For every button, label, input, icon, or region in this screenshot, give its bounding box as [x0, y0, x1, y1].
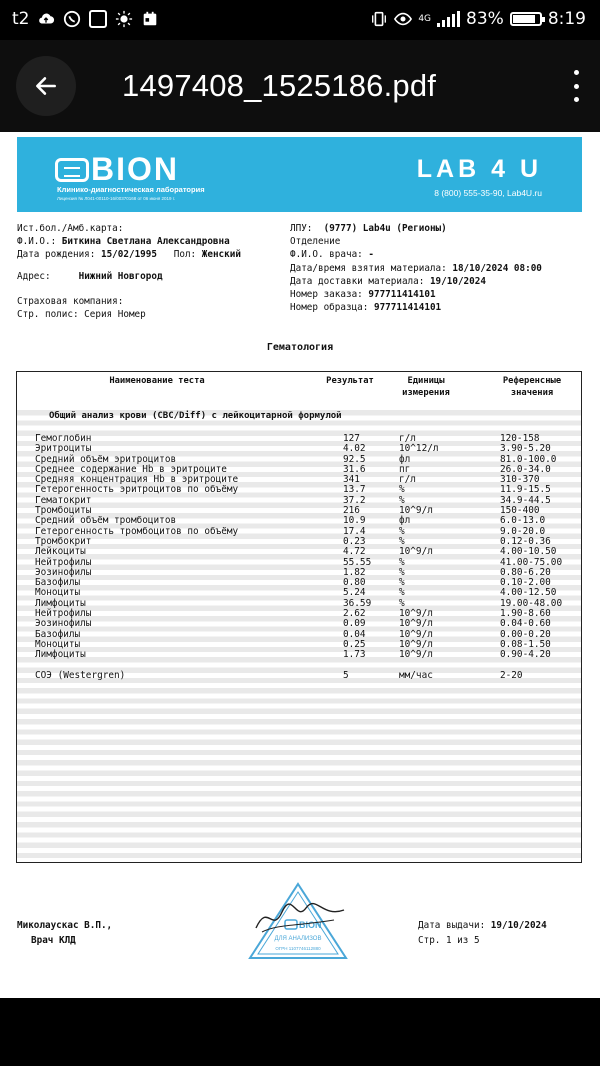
header-name: Наименование теста: [109, 376, 205, 386]
delivered-value: 19/10/2024: [429, 275, 486, 287]
test-unit: мм/час: [399, 669, 433, 681]
test-reference: 3.90-5.20: [500, 443, 551, 455]
table-row: [17, 640, 581, 650]
page-info: Стр. 1 из 5: [418, 935, 480, 946]
table-row: [17, 609, 581, 619]
viber-icon: [63, 10, 81, 28]
card-label: Ист.бол./Амб.карта:: [17, 223, 124, 234]
network-type-label: 4G: [418, 13, 432, 24]
policy-label: Стр. полис: Серия Номер: [17, 309, 146, 321]
test-unit: %: [399, 556, 405, 568]
test-unit: %: [399, 577, 405, 589]
table-row: [17, 619, 581, 629]
test-reference: 81.0-100.0: [500, 453, 557, 465]
test-reference: 41.00-75.00: [500, 556, 563, 568]
dob-label: Дата рождения:: [17, 249, 96, 261]
test-result: 92.5: [343, 453, 366, 465]
test-result: 0.09: [343, 618, 366, 630]
doctor-label: Ф.И.О. врача:: [290, 249, 363, 261]
patient-address: Нижний Новгород: [78, 270, 163, 282]
test-name: Средний объём тромбоцитов: [35, 515, 177, 527]
test-reference: 4.00-10.50: [500, 546, 557, 558]
issue-block: [418, 918, 547, 948]
stamp-caption: ДЛЯ АНАЛИЗОВ: [274, 936, 322, 942]
test-result: 31.6: [343, 463, 366, 475]
test-name: Гетерогенность эритроцитов по объёму: [35, 484, 239, 496]
test-unit: 10^9/л: [399, 618, 433, 630]
test-reference: 0.80-6.20: [500, 566, 551, 578]
table-row: [17, 496, 581, 506]
app-notification-icon: [89, 10, 107, 28]
test-name: Средний объём эритроцитов: [35, 453, 177, 465]
test-name: Моноциты: [35, 587, 81, 599]
test-name: Средняя концентрация Hb в эритроците: [35, 474, 239, 486]
test-reference: 26.0-34.0: [500, 463, 551, 475]
test-result: 4.72: [343, 546, 366, 558]
test-unit: %: [399, 566, 405, 578]
test-result: 0.80: [343, 577, 366, 589]
table-row: [17, 661, 581, 682]
arrow-left-icon: [33, 73, 59, 99]
table-row: [17, 588, 581, 598]
test-unit: 10^9/л: [399, 546, 433, 558]
test-name: Гетерогенность тромбоцитов по объёму: [35, 525, 239, 537]
table-row: [17, 630, 581, 640]
table-row: [17, 537, 581, 547]
patient-dob: 15/02/1995: [100, 249, 157, 261]
carrier-label: t2: [12, 9, 30, 29]
test-reference: 4.00-12.50: [500, 587, 557, 599]
test-unit: 10^12/л: [399, 443, 439, 455]
vibrate-icon: [370, 10, 388, 28]
test-result: 127: [343, 433, 360, 444]
test-reference: 34.9-44.5: [500, 494, 551, 506]
fio-label: Ф.И.О.:: [17, 236, 57, 248]
test-name: Тромбокрит: [35, 535, 92, 547]
test-result: 10.9: [343, 515, 366, 527]
patient-name: Биткина Светлана Александровна: [61, 236, 230, 248]
test-name: Нейтрофилы: [35, 608, 92, 620]
stamp-brand: BION: [299, 920, 322, 930]
partner-name: LAB 4 U: [416, 155, 542, 183]
test-result: 5.24: [343, 587, 366, 599]
test-result: 17.4: [343, 525, 366, 537]
test-unit: %: [399, 535, 405, 547]
test-result: 216: [343, 505, 360, 517]
more-vertical-icon: [574, 70, 579, 75]
app-bar: [0, 40, 600, 132]
test-reference: 6.0-13.0: [500, 515, 546, 527]
test-reference: 120-158: [500, 433, 540, 444]
table-header: [17, 372, 581, 406]
test-unit: %: [399, 484, 405, 496]
test-result: 1.73: [343, 649, 366, 661]
bion-logo-icon: [55, 158, 89, 182]
test-result: 37.2: [343, 494, 366, 506]
table-row: [17, 650, 581, 660]
lpu-value: (9777) Lab4u (Регионы): [323, 223, 447, 234]
test-name: Нейтрофилы: [35, 556, 92, 568]
test-reference: 19.00-48.00: [500, 597, 563, 609]
test-unit: г/л: [399, 474, 416, 486]
test-reference: 0.90-4.20: [500, 649, 551, 661]
test-unit: %: [399, 525, 405, 537]
partner-contact: 8 (800) 555-35-90, Lab4U.ru: [434, 188, 542, 198]
test-reference: 0.08-1.50: [500, 638, 551, 650]
section-title: Гематология: [266, 342, 334, 353]
doctor-name: Миколаускас В.П.,: [17, 920, 113, 931]
table-row: [17, 547, 581, 557]
order-no-value: 977711414101: [368, 289, 436, 301]
test-result: 13.7: [343, 484, 366, 496]
table-rows: [17, 434, 581, 681]
header-reference: Референсные значения: [502, 376, 562, 398]
patient-info: [17, 222, 241, 321]
test-unit: 10^9/л: [399, 608, 433, 620]
calendar-icon: [141, 10, 159, 28]
test-name: СОЭ (Westergren): [35, 669, 126, 681]
test-name: Лейкоциты: [35, 546, 86, 558]
department-label: Отделение: [290, 236, 341, 248]
back-button[interactable]: [16, 56, 76, 116]
test-unit: фл: [399, 515, 411, 527]
viewer-bottom-area: [0, 998, 600, 1066]
test-unit: %: [399, 597, 405, 609]
test-reference: 2-20: [500, 669, 523, 681]
test-result: 2.62: [343, 608, 366, 620]
test-reference: 0.10-2.00: [500, 577, 551, 589]
lab-stamp: [248, 882, 348, 962]
sex-label: Пол:: [173, 249, 197, 261]
test-name: Среднее содержание Hb в эритроците: [35, 463, 227, 475]
test-unit: фл: [399, 453, 411, 465]
stamp-ogrn: ОГРН 1107746112880: [275, 946, 321, 951]
table-row: [17, 485, 581, 495]
test-name: Гемоглобин: [35, 433, 92, 444]
order-info: [290, 222, 542, 314]
order-no-label: Номер заказа:: [290, 289, 363, 301]
doctor-value: -: [368, 249, 374, 261]
results-table: [16, 371, 582, 863]
test-name: Базофилы: [35, 628, 81, 640]
table-row: [17, 578, 581, 588]
signal-strength-icon: [437, 11, 460, 27]
test-result: 1.82: [343, 566, 366, 578]
test-result: 5: [343, 669, 349, 681]
doctor-title: Врач КЛД: [31, 935, 76, 946]
test-unit: 10^9/л: [399, 649, 433, 661]
test-name: Гематокрит: [35, 494, 92, 506]
delivered-label: Дата доставки материала:: [290, 275, 425, 287]
status-bar: [0, 0, 600, 40]
lab-banner: [17, 137, 582, 212]
test-unit: 10^9/л: [399, 638, 433, 650]
clock: 8:19: [547, 9, 586, 29]
test-unit: %: [399, 494, 405, 506]
eye-icon: [394, 10, 412, 28]
test-name: Эозинофилы: [35, 618, 92, 630]
battery-percent: 83%: [466, 9, 504, 29]
test-reference: 0.12-0.36: [500, 535, 551, 547]
brand-license: Лицензия № Л041-00110-16/00370168 от 06 июня 2019 г.: [57, 196, 176, 201]
table-row: [17, 568, 581, 578]
test-reference: 11.9-15.5: [500, 484, 551, 496]
test-unit: пг: [399, 463, 411, 475]
brightness-icon: [115, 10, 133, 28]
sample-no-value: 977711414101: [373, 302, 442, 314]
battery-level: [513, 15, 535, 23]
table-row: [17, 599, 581, 609]
brand-name: BION: [91, 151, 179, 187]
test-result: 0.04: [343, 628, 366, 640]
test-reference: 0.04-0.60: [500, 618, 551, 630]
issue-label: Дата выдачи:: [418, 920, 486, 931]
table-row: [17, 558, 581, 568]
table-row: [17, 527, 581, 537]
test-result: 0.25: [343, 638, 366, 650]
test-reference: 9.0-20.0: [500, 525, 546, 537]
test-result: 55.55: [343, 556, 372, 568]
test-name: Эритроциты: [35, 443, 92, 455]
test-name: Лимфоциты: [35, 649, 86, 661]
test-result: 36.59: [343, 597, 372, 609]
test-unit: 10^9/л: [399, 628, 433, 640]
test-result: 4.02: [343, 443, 366, 455]
taken-value: 18/10/2024 08:00: [452, 262, 542, 274]
lpu-label: ЛПУ:: [290, 223, 313, 234]
test-name: Базофилы: [35, 577, 81, 589]
battery-icon: [510, 12, 542, 26]
test-result: 341: [343, 474, 360, 486]
test-reference: 0.00-0.20: [500, 628, 551, 640]
pdf-page[interactable]: [0, 132, 600, 998]
test-reference: 150-400: [500, 505, 540, 517]
insurance-label: Страховая компания:: [17, 295, 124, 307]
header-units: Единицы измерения: [402, 376, 450, 398]
more-options-button[interactable]: [570, 70, 582, 102]
test-name: Эозинофилы: [35, 566, 92, 578]
test-name: Тромбоциты: [35, 505, 92, 517]
sample-no-label: Номер образца:: [290, 302, 369, 314]
table-row: [17, 434, 581, 444]
taken-label: Дата/время взятия материала:: [290, 262, 447, 274]
test-unit: г/л: [399, 433, 416, 444]
test-name: Лимфоциты: [35, 597, 86, 609]
address-label: Адрес:: [17, 270, 51, 282]
issue-date: 19/10/2024: [490, 920, 547, 931]
header-result: Результат: [326, 376, 374, 386]
test-unit: 10^9/л: [399, 505, 433, 517]
test-reference: 1.90-8.60: [500, 608, 551, 620]
test-unit: %: [399, 587, 405, 599]
patient-sex: Женский: [201, 249, 241, 261]
cloud-upload-icon: [37, 10, 55, 28]
test-result: 0.23: [343, 535, 366, 547]
test-name: Моноциты: [35, 638, 81, 650]
document-title: 1497408_1525186.pdf: [122, 68, 437, 103]
group-title: Общий анализ крови (CBC/Diff) с лейкоцитарной формулой: [49, 411, 342, 421]
signature-block: [17, 918, 112, 948]
brand-subtitle: Клинико-диагностическая лаборатория: [57, 185, 205, 194]
test-reference: 310-370: [500, 474, 540, 486]
